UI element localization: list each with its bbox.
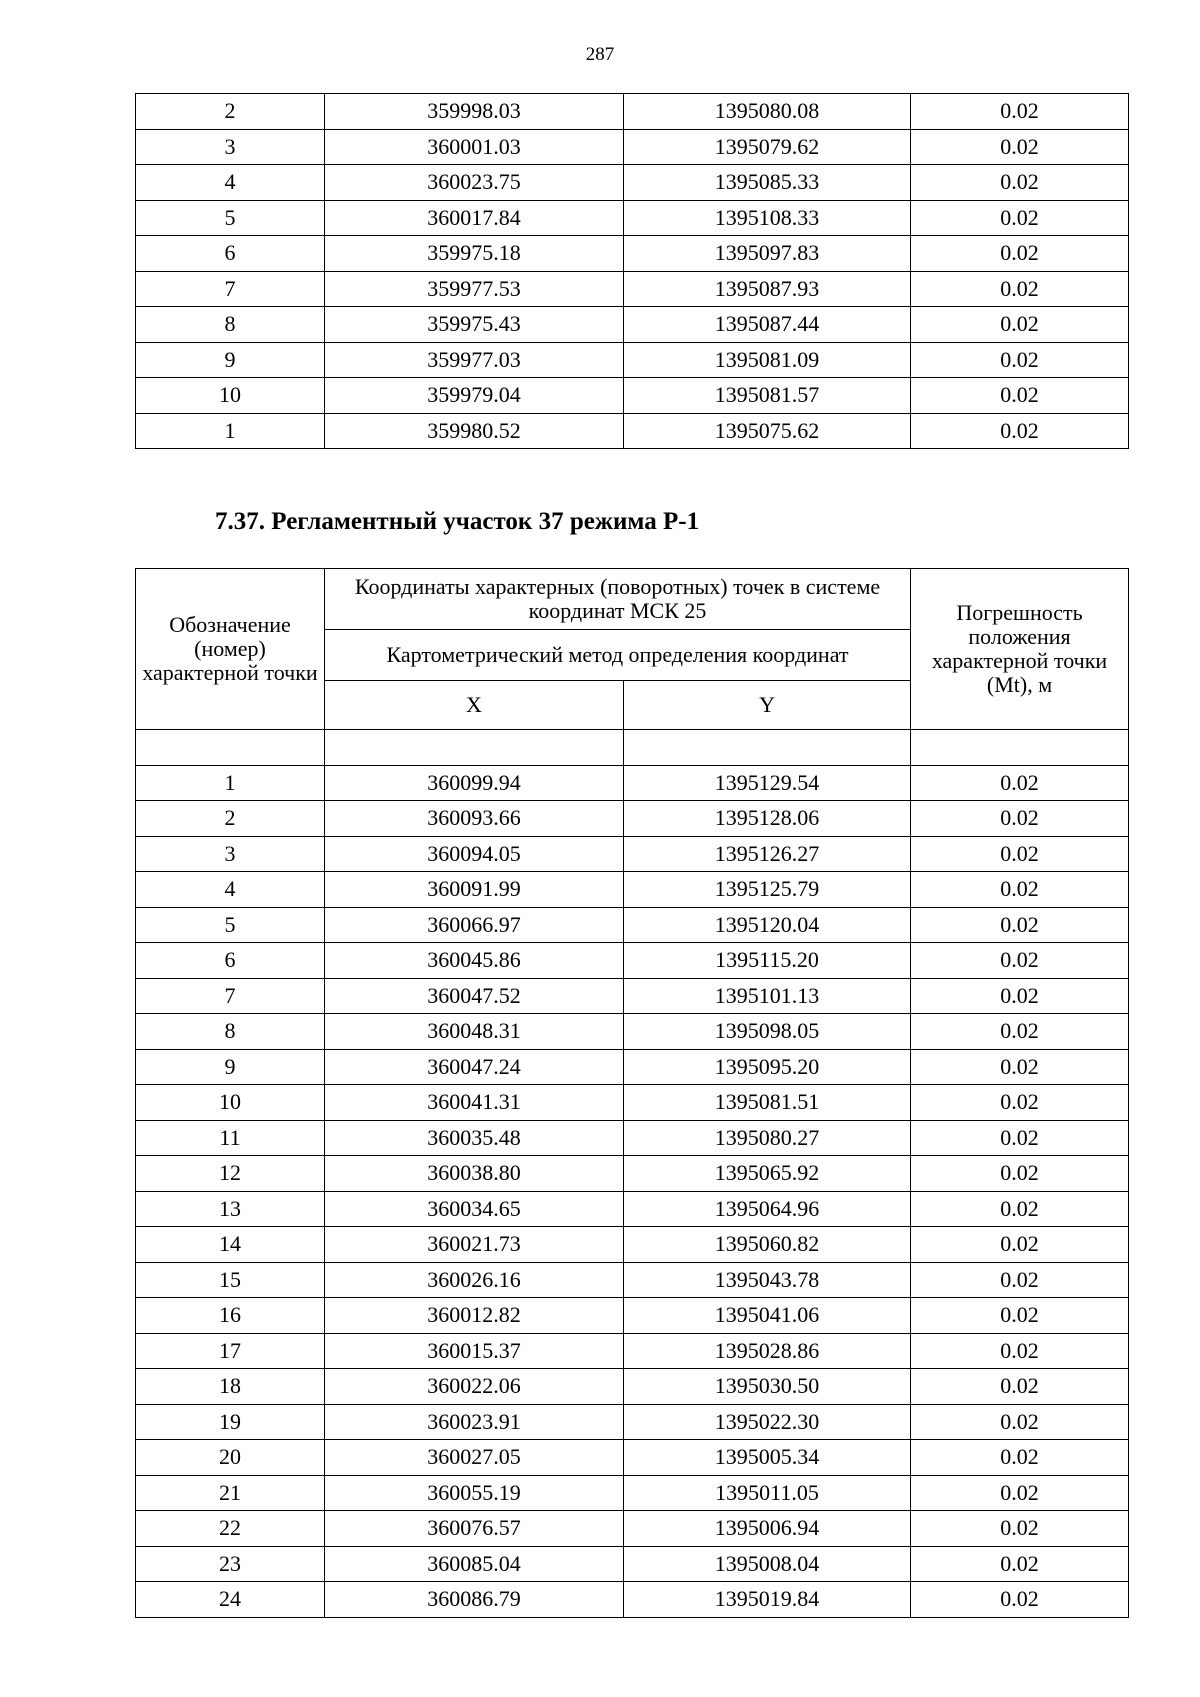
cell-error: 0.02 <box>911 978 1129 1014</box>
table-row <box>136 836 1129 872</box>
cell-error: 0.02 <box>911 1191 1129 1227</box>
cell-point-number: 4 <box>136 165 325 201</box>
cell-y: 1395022.30 <box>624 1404 911 1440</box>
cell-point-number: 6 <box>136 943 325 979</box>
cell-point-number: 24 <box>136 1582 325 1618</box>
cell-point-number: 14 <box>136 1227 325 1263</box>
cell-error: 0.02 <box>911 1582 1129 1618</box>
cell-x: 359975.18 <box>325 236 624 272</box>
cell-error: 0.02 <box>911 765 1129 801</box>
cell-error: 0.02 <box>911 307 1129 343</box>
cell-x: 360023.75 <box>325 165 624 201</box>
cell-point-number: 17 <box>136 1333 325 1369</box>
table-row <box>136 1049 1129 1085</box>
cell-point-number: 8 <box>136 307 325 343</box>
coordinates-table-continued <box>135 93 1129 449</box>
cell-y: 1395115.20 <box>624 943 911 979</box>
cell-y: 1395108.33 <box>624 200 911 236</box>
cell-x: 360022.06 <box>325 1369 624 1405</box>
cell-y: 1395064.96 <box>624 1191 911 1227</box>
cell-point-number: 19 <box>136 1404 325 1440</box>
cell-x: 360021.73 <box>325 1227 624 1263</box>
table-row <box>136 1298 1129 1334</box>
cell-point-number: 23 <box>136 1546 325 1582</box>
cell-error: 0.02 <box>911 1156 1129 1192</box>
cell-y: 1395080.08 <box>624 94 911 130</box>
cell-y: 1395080.27 <box>624 1120 911 1156</box>
table-row <box>136 801 1129 837</box>
cell-x: 360045.86 <box>325 943 624 979</box>
cell-y: 1395120.04 <box>624 907 911 943</box>
cell-point-number: 10 <box>136 1085 325 1121</box>
section-heading: 7.37. Регламентный участок 37 режима Р-1 <box>215 508 700 535</box>
cell-point-number: 3 <box>136 836 325 872</box>
cell-x: 360048.31 <box>325 1014 624 1050</box>
cell-point-number: 7 <box>136 271 325 307</box>
coordinates-table-body <box>136 730 1129 1618</box>
cell-error: 0.02 <box>911 1475 1129 1511</box>
cell-point-number: 9 <box>136 1049 325 1085</box>
table-row <box>136 1582 1129 1618</box>
cell-error: 0.02 <box>911 413 1129 449</box>
table-row <box>136 236 1129 272</box>
cell-x: 359980.52 <box>325 413 624 449</box>
cell-point-number: 1 <box>136 765 325 801</box>
cell-y: 1395081.51 <box>624 1085 911 1121</box>
cell-error: 0.02 <box>911 1014 1129 1050</box>
cell-y: 1395126.27 <box>624 836 911 872</box>
cell-y: 1395087.44 <box>624 307 911 343</box>
table-row <box>136 943 1129 979</box>
cell-y: 1395129.54 <box>624 765 911 801</box>
spacer-cell <box>911 730 1129 766</box>
cell-point-number: 1 <box>136 413 325 449</box>
cell-x: 360017.84 <box>325 200 624 236</box>
header-point-designation: Обозначение (номер) характерной точки <box>136 569 325 730</box>
cell-x: 360026.16 <box>325 1262 624 1298</box>
cell-point-number: 20 <box>136 1440 325 1476</box>
cell-error: 0.02 <box>911 236 1129 272</box>
cell-point-number: 13 <box>136 1191 325 1227</box>
cell-x: 359977.53 <box>325 271 624 307</box>
header-method: Картометрический метод определения координат <box>325 630 911 681</box>
cell-y: 1395081.57 <box>624 378 911 414</box>
cell-point-number: 9 <box>136 342 325 378</box>
header-coordinates: Координаты характерных (поворотных) точек в системе координат МСК 25 <box>325 569 911 630</box>
cell-error: 0.02 <box>911 129 1129 165</box>
coordinates-table <box>135 568 1129 1618</box>
table-row <box>136 1511 1129 1547</box>
cell-point-number: 18 <box>136 1369 325 1405</box>
table-row <box>136 1156 1129 1192</box>
table-row <box>136 200 1129 236</box>
cell-error: 0.02 <box>911 1262 1129 1298</box>
cell-x: 360076.57 <box>325 1511 624 1547</box>
cell-x: 360041.31 <box>325 1085 624 1121</box>
cell-point-number: 10 <box>136 378 325 414</box>
cell-error: 0.02 <box>911 801 1129 837</box>
cell-y: 1395041.06 <box>624 1298 911 1334</box>
cell-point-number: 3 <box>136 129 325 165</box>
cell-x: 360085.04 <box>325 1546 624 1582</box>
cell-error: 0.02 <box>911 200 1129 236</box>
cell-y: 1395065.92 <box>624 1156 911 1192</box>
cell-point-number: 5 <box>136 200 325 236</box>
cell-x: 360023.91 <box>325 1404 624 1440</box>
cell-y: 1395097.83 <box>624 236 911 272</box>
table-row <box>136 342 1129 378</box>
table-row <box>136 907 1129 943</box>
cell-error: 0.02 <box>911 1546 1129 1582</box>
cell-x: 360086.79 <box>325 1582 624 1618</box>
table-row <box>136 1191 1129 1227</box>
cell-error: 0.02 <box>911 836 1129 872</box>
cell-error: 0.02 <box>911 378 1129 414</box>
table-row <box>136 1262 1129 1298</box>
table-row <box>136 1440 1129 1476</box>
cell-error: 0.02 <box>911 165 1129 201</box>
cell-error: 0.02 <box>911 872 1129 908</box>
cell-error: 0.02 <box>911 943 1129 979</box>
cell-x: 359977.03 <box>325 342 624 378</box>
cell-y: 1395006.94 <box>624 1511 911 1547</box>
cell-point-number: 2 <box>136 801 325 837</box>
header-spacer-row <box>136 730 1129 766</box>
cell-y: 1395008.04 <box>624 1546 911 1582</box>
cell-x: 360094.05 <box>325 836 624 872</box>
table-row <box>136 1227 1129 1263</box>
cell-y: 1395005.34 <box>624 1440 911 1476</box>
cell-error: 0.02 <box>911 1511 1129 1547</box>
cell-y: 1395011.05 <box>624 1475 911 1511</box>
cell-point-number: 22 <box>136 1511 325 1547</box>
cell-error: 0.02 <box>911 1120 1129 1156</box>
table-row <box>136 1085 1129 1121</box>
cell-x: 360012.82 <box>325 1298 624 1334</box>
cell-error: 0.02 <box>911 907 1129 943</box>
cell-error: 0.02 <box>911 1298 1129 1334</box>
table-row <box>136 1120 1129 1156</box>
table-row <box>136 378 1129 414</box>
cell-error: 0.02 <box>911 94 1129 130</box>
header-y: Y <box>624 681 911 730</box>
coordinates-table-continued-body <box>136 94 1129 449</box>
table-row <box>136 307 1129 343</box>
cell-y: 1395060.82 <box>624 1227 911 1263</box>
cell-y: 1395101.13 <box>624 978 911 1014</box>
cell-point-number: 4 <box>136 872 325 908</box>
table-row <box>136 1404 1129 1440</box>
cell-y: 1395079.62 <box>624 129 911 165</box>
cell-y: 1395087.93 <box>624 271 911 307</box>
cell-x: 360001.03 <box>325 129 624 165</box>
table-row <box>136 1333 1129 1369</box>
table-row <box>136 765 1129 801</box>
cell-error: 0.02 <box>911 1440 1129 1476</box>
cell-y: 1395081.09 <box>624 342 911 378</box>
cell-y: 1395125.79 <box>624 872 911 908</box>
cell-y: 1395085.33 <box>624 165 911 201</box>
cell-point-number: 15 <box>136 1262 325 1298</box>
cell-x: 360047.24 <box>325 1049 624 1085</box>
cell-error: 0.02 <box>911 1369 1129 1405</box>
cell-point-number: 7 <box>136 978 325 1014</box>
table-row <box>136 1014 1129 1050</box>
header-x: X <box>325 681 624 730</box>
cell-y: 1395075.62 <box>624 413 911 449</box>
cell-point-number: 12 <box>136 1156 325 1192</box>
cell-y: 1395030.50 <box>624 1369 911 1405</box>
cell-y: 1395028.86 <box>624 1333 911 1369</box>
table-row <box>136 413 1129 449</box>
cell-x: 360093.66 <box>325 801 624 837</box>
cell-x: 360035.48 <box>325 1120 624 1156</box>
cell-error: 0.02 <box>911 1049 1129 1085</box>
cell-x: 360034.65 <box>325 1191 624 1227</box>
cell-point-number: 11 <box>136 1120 325 1156</box>
table-row <box>136 271 1129 307</box>
coordinates-table-header <box>136 569 1129 730</box>
table-row <box>136 94 1129 130</box>
table-row <box>136 1369 1129 1405</box>
table-row <box>136 1475 1129 1511</box>
page-number: 287 <box>585 44 615 65</box>
cell-x: 359979.04 <box>325 378 624 414</box>
table-row <box>136 1546 1129 1582</box>
cell-y: 1395043.78 <box>624 1262 911 1298</box>
cell-x: 360038.80 <box>325 1156 624 1192</box>
cell-x: 360055.19 <box>325 1475 624 1511</box>
cell-error: 0.02 <box>911 1227 1129 1263</box>
cell-error: 0.02 <box>911 342 1129 378</box>
cell-point-number: 21 <box>136 1475 325 1511</box>
cell-y: 1395019.84 <box>624 1582 911 1618</box>
cell-error: 0.02 <box>911 1333 1129 1369</box>
table-row <box>136 872 1129 908</box>
spacer-cell <box>136 730 325 766</box>
cell-x: 360027.05 <box>325 1440 624 1476</box>
table-row <box>136 129 1129 165</box>
cell-x: 359975.43 <box>325 307 624 343</box>
cell-error: 0.02 <box>911 1404 1129 1440</box>
cell-point-number: 2 <box>136 94 325 130</box>
cell-x: 360015.37 <box>325 1333 624 1369</box>
cell-x: 360047.52 <box>325 978 624 1014</box>
cell-error: 0.02 <box>911 1085 1129 1121</box>
cell-y: 1395098.05 <box>624 1014 911 1050</box>
cell-point-number: 8 <box>136 1014 325 1050</box>
spacer-cell <box>624 730 911 766</box>
cell-x: 360091.99 <box>325 872 624 908</box>
cell-x: 359998.03 <box>325 94 624 130</box>
cell-point-number: 16 <box>136 1298 325 1334</box>
cell-y: 1395095.20 <box>624 1049 911 1085</box>
table-row <box>136 978 1129 1014</box>
cell-point-number: 5 <box>136 907 325 943</box>
cell-x: 360066.97 <box>325 907 624 943</box>
header-position-error: Погрешность положения характерной точки (Mt), м <box>911 569 1129 730</box>
cell-point-number: 6 <box>136 236 325 272</box>
spacer-cell <box>325 730 624 766</box>
cell-error: 0.02 <box>911 271 1129 307</box>
cell-y: 1395128.06 <box>624 801 911 837</box>
cell-x: 360099.94 <box>325 765 624 801</box>
table-row <box>136 165 1129 201</box>
